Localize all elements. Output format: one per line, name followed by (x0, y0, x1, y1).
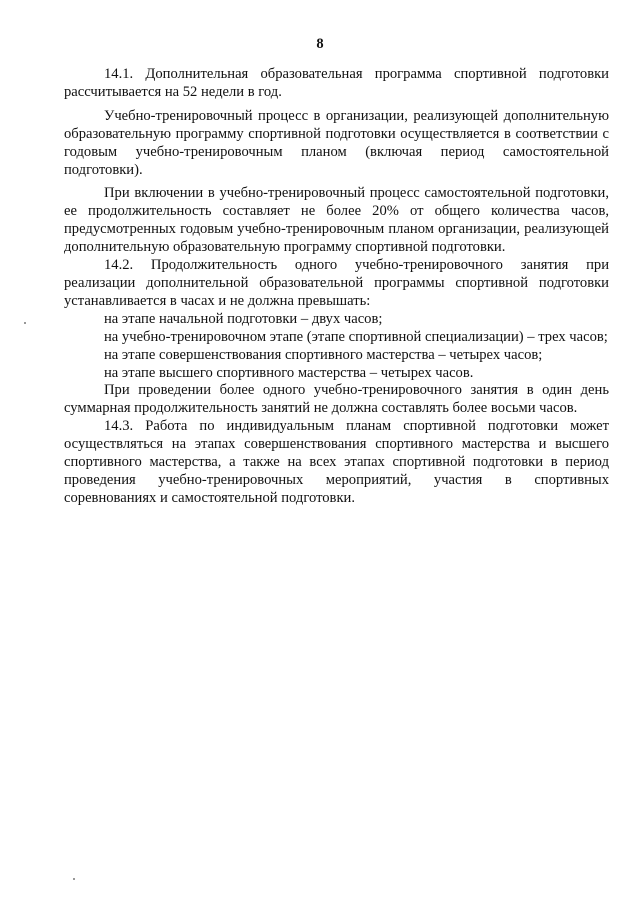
paragraph-multiple-sessions: При проведении более одного учебно-тренировочного занятия в один день суммарная продолжительность занятий не должна составлять более восьми часов. (64, 382, 609, 417)
stage-item-initial: на этапе начальной подготовки – двух часов; (104, 310, 383, 327)
paragraph-14-3: 14.3. Работа по индивидуальным планам спортивной подготовки может осуществляться на этапах совершенствования спортивного мастерства и высшего спортивного мастерства, а также на всех этапах спортивной подготовки в период проведения учебно-тренировочных мероприятий, участия в спортивных соревнованиях и самостоятельной подготовки. (64, 418, 609, 506)
paragraph-self-training: При включении в учебно-тренировочный процесс самостоятельной подготовки, ее продолжительность составляет не более 20% от общего количества часов, предусмотренных годовым учебно-тренировочным планом организации, реализующей дополнительную образовательную программу спортивной подготовки. (64, 185, 609, 256)
paragraph-training-process: Учебно-тренировочный процесс в организации, реализующей дополнительную образовательную программу спортивной подготовки осуществляется в соответствии с годовым учебно-тренировочным планом (включая период самостоятельной подготовки). (64, 107, 609, 178)
scan-speck (24, 322, 26, 324)
paragraph-14-2: 14.2. Продолжительность одного учебно-тренировочного занятия при реализации дополнительной образовательной программы спортивной подготовки устанавливается в часах и не должна превышать: (64, 257, 609, 309)
document-body (64, 66, 609, 508)
paragraph-14-1: 14.1. Дополнительная образовательная программа спортивной подготовки рассчитывается на 52 недели в год. (64, 66, 609, 100)
scan-speck (73, 878, 75, 880)
stage-item-improvement: на этапе совершенствования спортивного мастерства – четырех часов; (104, 346, 543, 363)
stage-item-training: на учебно-тренировочном этапе (этапе спортивной специализации) – трех часов; (104, 328, 608, 345)
stage-item-highest: на этапе высшего спортивного мастерства – четырех часов. (104, 364, 474, 381)
page-number: 8 (316, 36, 324, 52)
